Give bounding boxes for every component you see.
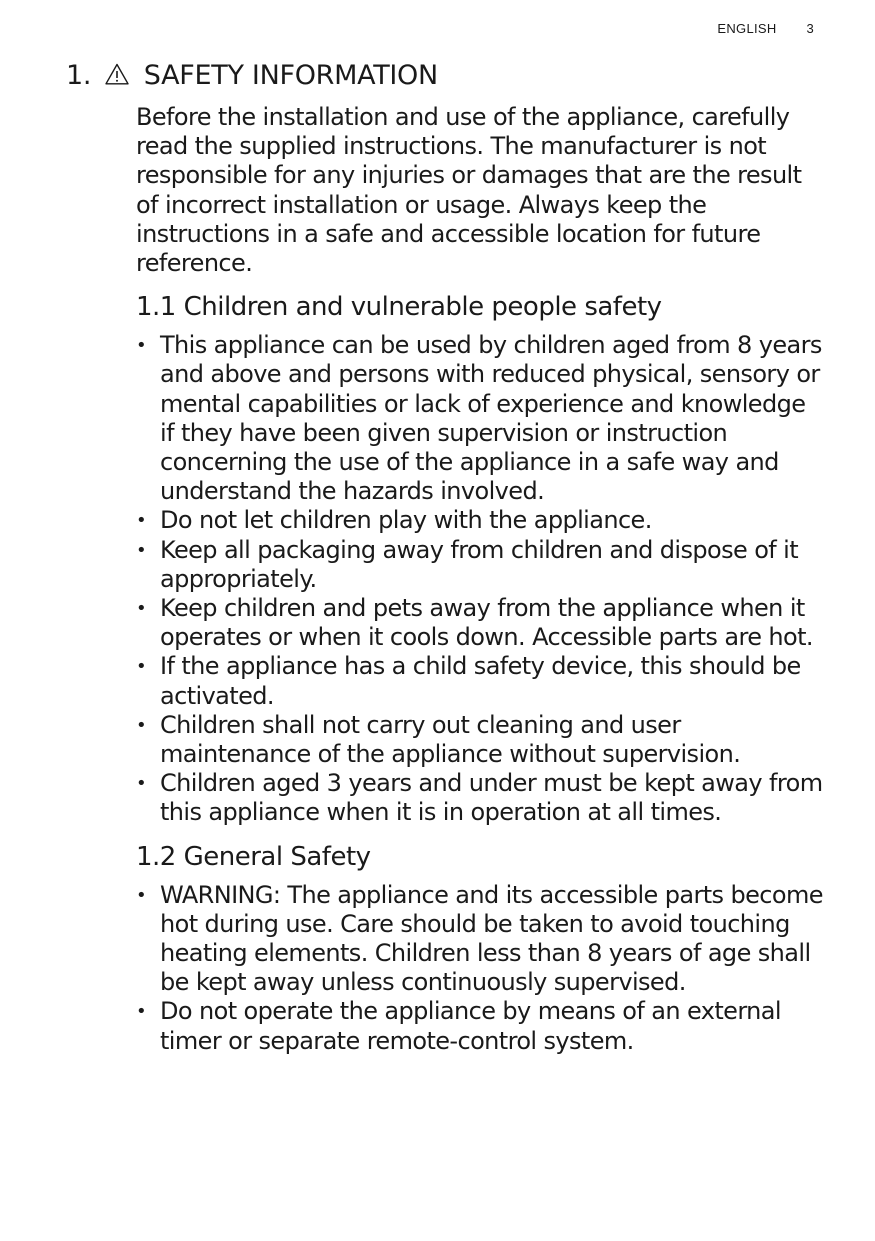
list-item: • If the appliance has a child safety device, this should be activated.	[136, 652, 826, 710]
warning-triangle-icon	[105, 63, 129, 85]
general-safety-list	[136, 881, 826, 1056]
subsection-title: General Safety	[183, 841, 371, 872]
list-item: • Do not let children play with the appliance.	[136, 506, 826, 535]
section-number: 1.	[66, 60, 92, 91]
list-item: • Children shall not carry out cleaning and user maintenance of the appliance without supervision.	[136, 711, 826, 769]
subsection-heading-general	[136, 840, 826, 874]
subsection-number: 1.2	[136, 841, 176, 872]
subsection-number: 1.1	[136, 292, 176, 323]
intro-paragraph: Before the installation and use of the appliance, carefully read the supplied instructions. The manufacturer is not responsible for any injuries or damages that are the result of incorrect installation or usage. Always keep the instructions in a safe and accessible location for future reference.	[136, 103, 802, 278]
list-item: • Do not operate the appliance by means of an external timer or separate remote-control system.	[136, 997, 826, 1055]
page-number: 3	[806, 21, 814, 36]
page-header	[717, 21, 814, 36]
subsection-title: Children and vulnerable people safety	[183, 292, 662, 323]
list-item: • Keep all packaging away from children and dispose of it appropriately.	[136, 536, 826, 594]
children-safety-list	[136, 331, 826, 827]
subsection-heading-children	[136, 290, 826, 324]
list-item: • Children aged 3 years and under must be kept away from this appliance when it is in operation at all times.	[136, 769, 826, 827]
list-item: • Keep children and pets away from the appliance when it operates or when it cools down. Accessible parts are hot.	[136, 594, 826, 652]
section-title-text: SAFETY INFORMATION	[143, 60, 438, 91]
list-item: • WARNING: The appliance and its accessible parts become hot during use. Care should be taken to avoid touching heating elements. Children less than 8 years of age shall be kept away unless continuously supervised.	[136, 881, 826, 998]
header-language: ENGLISH	[717, 21, 777, 36]
list-item: • This appliance can be used by children aged from 8 years and above and persons with reduced physical, sensory or mental capabilities or lack of experience and knowledge if they have been given supervision or instruction concerning the use of the appliance in a safe way and understand the hazards involved.	[136, 331, 826, 506]
safety-content	[136, 103, 826, 1068]
section-title	[66, 60, 438, 91]
